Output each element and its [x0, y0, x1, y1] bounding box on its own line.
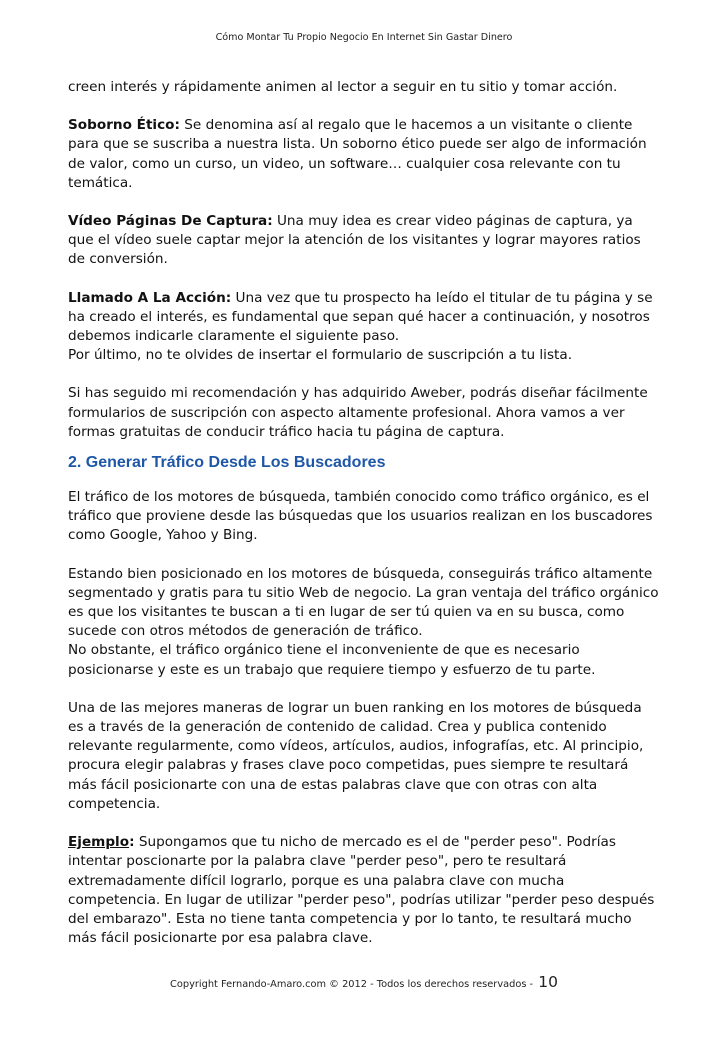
term-label: Soborno Ético:: [68, 117, 180, 134]
example-colon: :: [129, 834, 135, 851]
page-header: Cómo Montar Tu Propio Negocio En Internet Sin Gastar Dinero: [215, 32, 513, 43]
page-number: 10: [538, 973, 558, 991]
paragraph-llamado-accion: [68, 289, 660, 347]
paragraph-ranking: Una de las mejores maneras de lograr un buen ranking en los motores de búsqueda es a través de la generación de contenido de calidad. Crea y publica contenido relevante regularmente, como vídeos, artículos, audios, infografías, etc. Al principio, procura elegir palabras y frases clave poco competidas, pues siempre te resultará más fácil posicionarte con una de estas palabras clave que con otras con alta competencia.: [68, 699, 644, 812]
example-text: Supongamos que tu nicho de mercado es el de "perder peso". Podrías intentar poscionarte por la palabra clave "perder peso", pero te resultará extremadamente difícil lograrlo, porque es una palabra clave con mucha competencia. En lugar de utilizar "perder peso", podrías utilizar "perder peso después del embarazo". Esta no tiene tanta competencia y por lo tanto, te resultará mucho más fácil posicionarte por esa palabra clave.: [68, 834, 655, 947]
paragraph-ejemplo: [68, 833, 660, 948]
paragraph-soborno-etico: [68, 116, 660, 193]
paragraph-trafico-organico: El tráfico de los motores de búsqueda, también conocido como tráfico orgánico, es el tráfico que proviene desde las búsquedas que los usuarios realizan en los buscadores como Google, Yahoo y Bing.: [68, 489, 653, 544]
term-label: Vídeo Páginas De Captura:: [68, 213, 273, 230]
paragraph-continuation: creen interés y rápidamente animen al lector a seguir en tu sitio y tomar acción.: [68, 79, 618, 95]
paragraph-video-paginas: [68, 212, 660, 270]
term-text: Una muy idea es crear video páginas de captura, ya que el vídeo suele captar mejor la atención de los visitantes y lograr mayores ratios de conversión.: [68, 213, 641, 268]
section-heading: 2. Generar Tráfico Desde Los Buscadores: [68, 454, 386, 472]
example-label: Ejemplo: [68, 834, 130, 851]
term-label: Llamado A La Acción:: [68, 289, 232, 306]
paragraph-posicionado: Estando bien posicionado en los motores de búsqueda, conseguirás tráfico altamente segmentado y gratis para tu sitio Web de negocio. La gran ventaja del tráfico orgánico es que los visitantes te buscan a ti en lugar de ser tú quien va en su busca, como sucede con otros métodos de generación de tráfico.: [68, 565, 659, 640]
page-content: [68, 78, 660, 967]
term-text: Se denomina así al regalo que le hacemos a un visitante o cliente para que se suscriba a nuestra lista. Un soborno ético puede ser algo de información de valor, como un curso, un video, un software… cualquier cosa relevante con tu temática.: [68, 117, 647, 191]
paragraph-aweber: Si has seguido mi recomendación y has adquirido Aweber, podrás diseñar fácilmente formularios de suscripción con aspecto altamente profesional. Ahora vamos a ver formas gratuitas de conducir tráfico hacia tu página de captura.: [68, 385, 648, 440]
page-footer: [0, 973, 728, 991]
paragraph-posicionado-cont: No obstante, el tráfico orgánico tiene el inconveniente de que es necesario posicionarse y este es un trabajo que requiere tiempo y esfuerzo de tu parte.: [68, 642, 596, 678]
term-text: Una vez que tu prospecto ha leído el titular de tu página y se ha creado el interés, es fundamental que sepan qué hacer a continuación, y nosotros debemos indicarle claramente el siguiente paso.: [68, 289, 653, 345]
paragraph-llamado-accion-cont: Por último, no te olvides de insertar el formulario de suscripción a tu lista.: [68, 347, 573, 364]
footer-copyright: Copyright Fernando-Amaro.com © 2012 - Todos los derechos reservados -: [170, 979, 534, 990]
